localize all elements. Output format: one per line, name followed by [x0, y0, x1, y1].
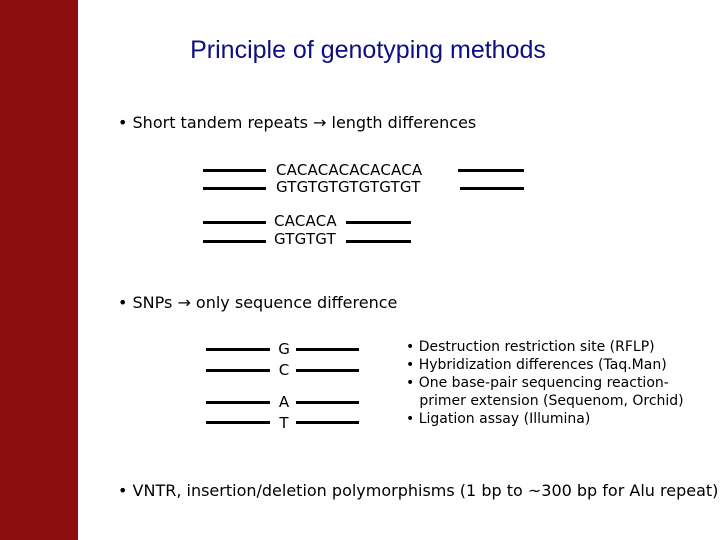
dna-strand-line — [296, 421, 359, 424]
dna-strand-line — [203, 169, 266, 172]
list-item: • One base-pair sequencing reaction- — [406, 375, 669, 391]
list-item: • Hybridization differences (Taq.Man) — [406, 357, 667, 373]
dna-strand-line — [206, 401, 270, 404]
dna-strand-line — [296, 401, 359, 404]
dna-strand-line — [346, 240, 411, 243]
str-short-bottom-sequence: GTGTGT — [274, 230, 336, 248]
str-short-top-sequence: CACACA — [274, 212, 337, 230]
dna-strand-line — [206, 421, 270, 424]
dna-strand-line — [203, 240, 266, 243]
slide-title: Principle of genotyping methods — [190, 36, 546, 64]
bullet-vntr: • VNTR, insertion/deletion polymorphisms (1 bp to ~300 bp for Alu repeat) — [118, 481, 719, 500]
bullet-short-tandem-repeats: • Short tandem repeats → length differences — [118, 113, 477, 132]
snp-methods-list — [406, 338, 684, 428]
str-long-bottom-sequence: GTGTGTGTGTGTGT — [276, 178, 421, 196]
dna-strand-line — [203, 221, 266, 224]
str-long-top-sequence: CACACACACACACA — [276, 161, 423, 179]
snp-allele2-bottom-base: T — [279, 414, 289, 432]
dna-strand-line — [460, 187, 524, 190]
dna-strand-line — [206, 369, 270, 372]
snp-allele1-top-base: G — [278, 340, 290, 358]
dna-strand-line — [296, 348, 359, 351]
bullet-snps: • SNPs → only sequence difference — [118, 293, 398, 312]
snp-allele1-bottom-base: C — [278, 361, 290, 379]
snp-allele2-top-base: A — [278, 393, 290, 411]
dna-strand-line — [203, 187, 266, 190]
list-item: • Ligation assay (Illumina) — [406, 411, 591, 427]
dna-strand-line — [346, 221, 411, 224]
dna-strand-line — [206, 348, 270, 351]
dna-strand-line — [458, 169, 524, 172]
list-item: primer extension (Sequenom, Orchid) — [406, 393, 684, 409]
list-item: • Destruction restriction site (RFLP) — [406, 339, 655, 355]
sidebar-accent-bar — [0, 0, 78, 540]
dna-strand-line — [296, 369, 359, 372]
